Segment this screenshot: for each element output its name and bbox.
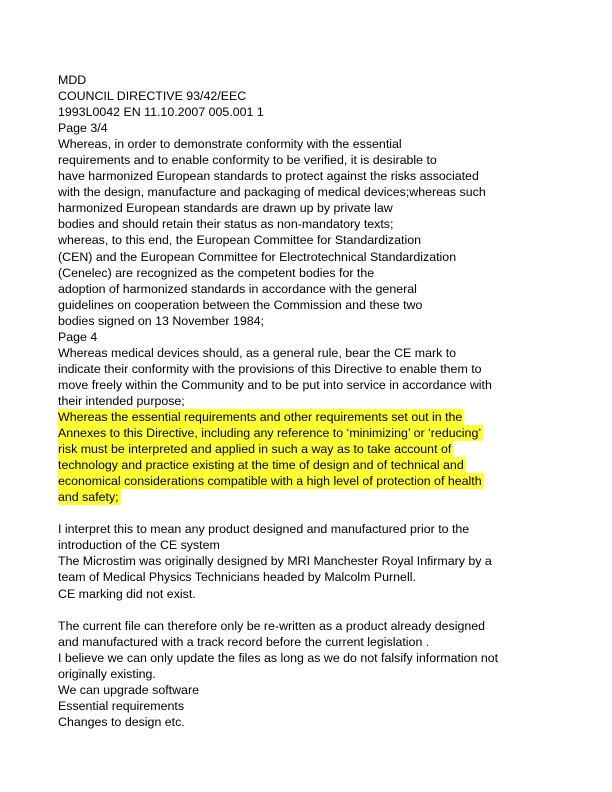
document-body <box>58 72 598 730</box>
header-line: 1993L0042 EN 11.10.2007 005.001 1 <box>58 105 264 120</box>
commentary-line: I believe we can only update the files as long as we do not falsify information not <box>58 650 499 665</box>
paragraph-line: bodies signed on 13 November 1984; <box>58 313 264 328</box>
paragraph-line: their intended purpose; <box>58 393 185 408</box>
commentary-line: Changes to design etc. <box>58 714 185 729</box>
highlighted-line <box>58 409 598 425</box>
highlighted-line <box>58 425 598 441</box>
highlighted-text: Whereas the essential requirements and other requirements set out in the <box>58 409 463 424</box>
paragraph-line: harmonized European standards are drawn up by private law <box>58 201 393 216</box>
paragraph-line: adoption of harmonized standards in accordance with the general <box>58 281 417 296</box>
commentary-line: originally existing. <box>58 666 156 681</box>
highlighted-text: and safety; <box>58 490 119 505</box>
commentary-line: I interpret this to mean any product designed and manufactured prior to the <box>58 522 470 537</box>
commentary-line: introduction of the CE system <box>58 538 220 553</box>
paragraph-line: requirements and to enable conformity to be verified, it is desirable to <box>58 153 437 168</box>
commentary-line: The current file can therefore only be re-written as a product already designed <box>58 618 486 633</box>
header-line: MDD <box>58 73 87 87</box>
highlighted-line <box>58 489 598 505</box>
paragraph-line: with the design, manufacture and packaging of medical devices;whereas such <box>58 185 486 200</box>
paragraph-line: (Cenelec) are recognized as the competent bodies for the <box>58 265 375 280</box>
blank-line <box>58 602 598 618</box>
commentary-line: The Microstim was originally designed by MRI Manchester Royal Infirmary by a <box>58 554 492 569</box>
paragraph-line: indicate their conformity with the provisions of this Directive to enable them to <box>58 361 482 376</box>
paragraph-line: bodies and should retain their status as non-mandatory texts; <box>58 217 394 232</box>
highlighted-text: economical considerations compatible with a high level of protection of health <box>58 474 482 489</box>
paragraph-line: Whereas medical devices should, as a general rule, bear the CE mark to <box>58 345 457 360</box>
highlighted-text: Annexes to this Directive, including any reference to ‘minimizing’ or ‘reducing’ <box>58 426 482 441</box>
paragraph-line: have harmonized European standards to protect against the risks associated <box>58 169 479 184</box>
paragraph-line: whereas, to this end, the European Committee for Standardization <box>58 233 421 248</box>
highlighted-line <box>58 457 598 473</box>
paragraph-line: move freely within the Community and to be put into service in accordance with <box>58 377 492 392</box>
paragraph-line: (CEN) and the European Committee for Electrotechnical Standardization <box>58 249 457 264</box>
page-label: Page 4 <box>58 329 98 344</box>
highlighted-line <box>58 473 598 489</box>
commentary-line: We can upgrade software <box>58 682 199 697</box>
header-line: Page 3/4 <box>58 121 108 136</box>
commentary-line: and manufactured with a track record before the current legislation . <box>58 634 430 649</box>
commentary-line: CE marking did not exist. <box>58 586 196 601</box>
header-line: COUNCIL DIRECTIVE 93/42/EEC <box>58 89 247 104</box>
commentary-line: Essential requirements <box>58 698 185 713</box>
paragraph-line: Whereas, in order to demonstrate conformity with the essential <box>58 137 402 152</box>
commentary-line: team of Medical Physics Technicians headed by Malcolm Purnell. <box>58 570 416 585</box>
highlighted-line <box>58 441 598 457</box>
highlighted-text: risk must be interpreted and applied in such a way as to take account of <box>58 442 452 457</box>
highlighted-text: technology and practice existing at the time of design and of technical and <box>58 458 464 473</box>
paragraph-line: guidelines on cooperation between the Commission and these two <box>58 297 423 312</box>
blank-line <box>58 505 598 521</box>
